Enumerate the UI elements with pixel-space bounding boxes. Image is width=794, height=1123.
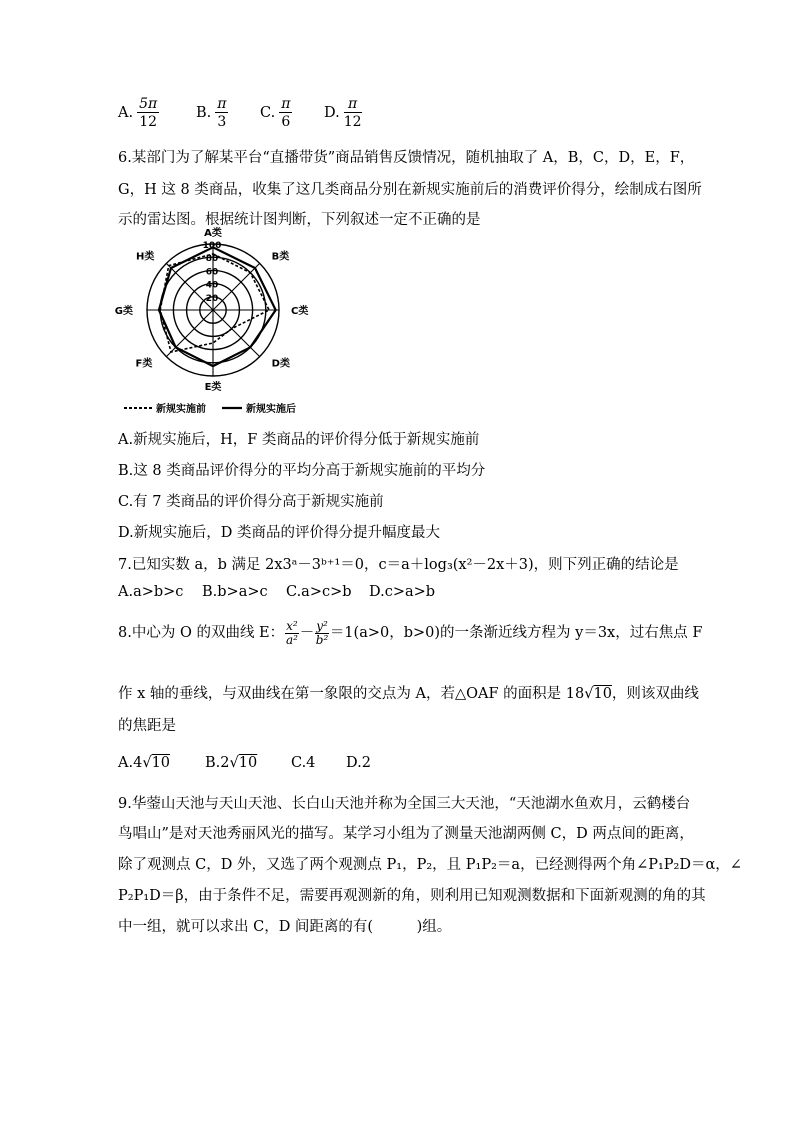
legend-before-label: 新规实施前 xyxy=(156,404,206,415)
q8-option-d: D.2 xyxy=(346,755,371,771)
radar-category-label: D类 xyxy=(271,358,290,370)
radar-chart-svg xyxy=(114,228,309,418)
q7-stem: 7.已知实数 a，b 满足 2x3ᵃ－3ᵇ⁺¹＝0，c＝a＋log₃(x²－2x＋3)，则下列正确的结论是 xyxy=(118,557,679,573)
q8-stem-line3: 的焦距是 xyxy=(118,718,176,734)
q8-option-c: C.4 xyxy=(291,755,316,771)
radar-tick-label: 60 xyxy=(205,267,219,278)
q7-option-d: D.c>a>b xyxy=(369,584,436,600)
q9-stem-line4: P₂P₁D＝β，由于条件不足，需要再观测新的角，则利用已知观测数据和下面新观测的角的其 xyxy=(118,888,706,904)
q6-option-a: A.新规实施后，H，F 类商品的评价得分低于新规实施前 xyxy=(118,432,480,448)
radar-category-label: E类 xyxy=(204,382,222,393)
q6-stem-line2: G，H 这 8 类商品，收集了这几类商品分别在新规实施前后的消费评价得分，绘制成右图所 xyxy=(118,182,702,198)
q7-option-b: B.b>a>c xyxy=(202,584,268,600)
q5-option-c: C. $\frac{\pi}{6}$ xyxy=(260,96,291,130)
q9-stem-line2: 鸟唱山”是对天池秀丽风光的描写。某学习小组为了测量天池湖两侧 C，D 两点间的距离， xyxy=(118,826,694,842)
q7-option-a: A.a>b>c xyxy=(118,584,184,600)
radar-category-label: C类 xyxy=(291,306,309,317)
q5-option-a: A. $\frac{5\pi}{12}$ xyxy=(118,96,158,130)
radar-category-label: F类 xyxy=(135,358,153,370)
radar-category-label: G类 xyxy=(114,306,133,317)
radar-tick-label: 80 xyxy=(205,254,219,265)
q9-stem-line3: 除了观测点 C，D 外，又选了两个观测点 P₁，P₂，且 P₁P₂＝a，已经测得两个角∠P₁P₂D＝α，∠ xyxy=(118,857,742,873)
radar-tick-label: 20 xyxy=(205,293,219,304)
q6-stem-line1: 6.某部门为了解某平台“直播带货”商品销售反馈情况，随机抽取了 A，B，C，D，E，F， xyxy=(118,150,695,166)
radar-category-label: B类 xyxy=(271,251,290,263)
radar-chart xyxy=(114,228,309,418)
q8-stem-line1: 8.中心为 O 的双曲线 E： $\frac{\text{x²}}{\text{a²}}$ － $\frac{\text{y²}}{\text{b²}}$ ＝1(a>0，b>0)的一条渐近线方程为 y＝3x，过右焦点 F xyxy=(118,619,703,647)
radar-tick-label: 40 xyxy=(205,280,219,291)
radar-category-label: H类 xyxy=(135,251,155,263)
radar-tick-label: 100 xyxy=(202,241,222,251)
q9-stem-line1: 9.华蓥山天池与天山天池、长白山天池并称为全国三大天池，“天池湖水鱼欢月，云鹤楼台 xyxy=(118,796,691,812)
q6-stem-line3: 示的雷达图。根据统计图判断，下列叙述一定不正确的是 xyxy=(118,212,481,228)
q6-option-c: C.有 7 类商品的评价得分高于新规实施前 xyxy=(118,494,384,510)
q9-stem-line5: 中一组，就可以求出 C，D 间距离的有( )组。 xyxy=(118,919,452,935)
radar-category-label: A类 xyxy=(204,228,222,239)
q6-option-d: D.新规实施后，D 类商品的评价得分提升幅度最大 xyxy=(118,525,440,541)
legend-after-label: 新规实施后 xyxy=(246,404,296,415)
q8-stem-line2: 作 x 轴的垂线，与双曲线在第一象限的交点为 A，若△OAF 的面积是 18√10，则该双曲线 xyxy=(118,686,699,702)
q8-option-b: B.2√10 xyxy=(205,755,258,771)
q6-option-b: B.这 8 类商品评价得分的平均分高于新规实施前的平均分 xyxy=(118,463,486,479)
q7-option-c: C.a>c>b xyxy=(286,584,352,600)
q5-option-d: D. $\frac{\pi}{12}$ xyxy=(324,96,362,130)
q5-option-b: B. $\frac{\pi}{3}$ xyxy=(196,96,227,130)
q8-option-a: A.4√10 xyxy=(118,755,171,771)
